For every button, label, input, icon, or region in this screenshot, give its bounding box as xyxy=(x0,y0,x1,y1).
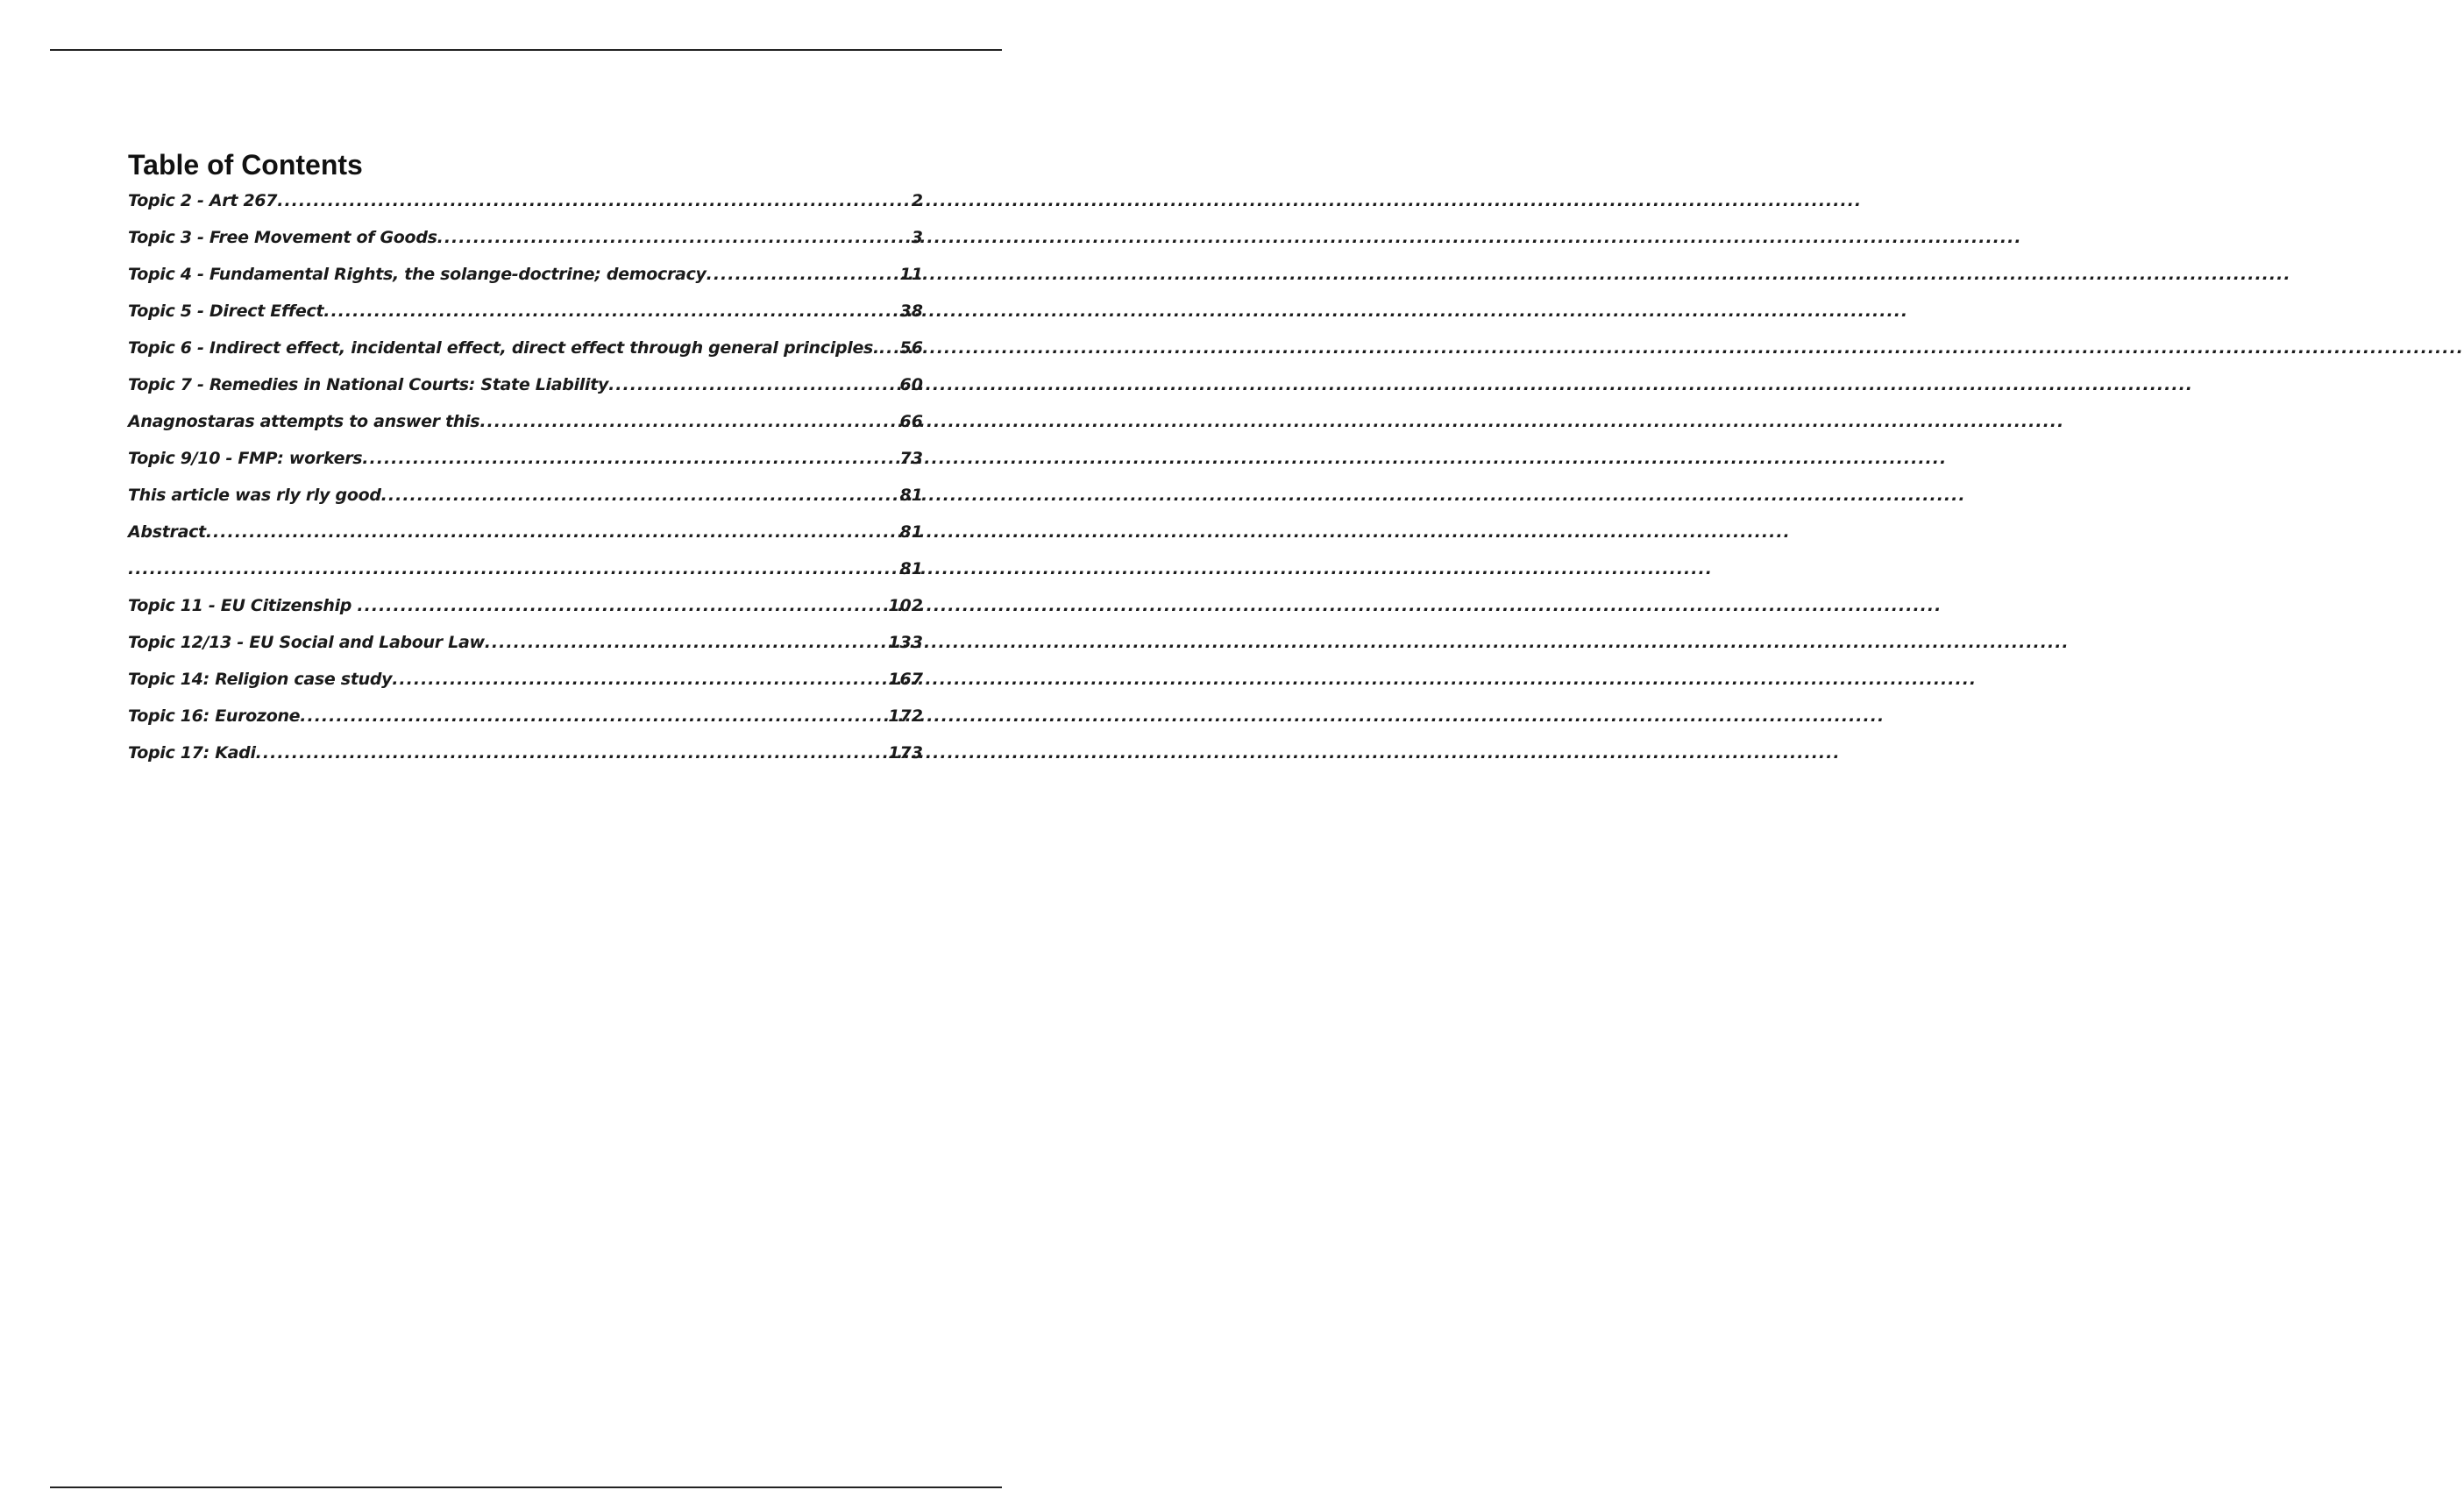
toc-entry-page: 2 xyxy=(911,191,923,210)
dot-leader xyxy=(323,300,899,323)
toc-entry-page: 133 xyxy=(888,633,923,652)
toc-entry[interactable] xyxy=(128,263,923,300)
toc-entry-title: This article was rly rly good xyxy=(128,486,381,505)
toc-entry-title: Topic 9/10 - FMP: workers xyxy=(128,449,363,468)
toc-entry[interactable] xyxy=(128,741,923,778)
toc-entry-page: 172 xyxy=(888,706,923,726)
toc-entry[interactable] xyxy=(128,521,923,557)
dot-leader xyxy=(206,521,900,543)
dot-leader xyxy=(256,741,889,764)
toc-entry-page: 81 xyxy=(899,559,923,578)
table-of-contents xyxy=(128,147,923,778)
dot-leader xyxy=(485,631,889,654)
toc-heading: Table of Contents xyxy=(128,149,363,181)
toc-entry[interactable] xyxy=(128,557,923,594)
toc-entry-title: Topic 2 - Art 267 xyxy=(128,191,278,210)
toc-entry-page: 3 xyxy=(911,228,923,247)
toc-entry[interactable] xyxy=(128,705,923,741)
toc-entry-title: Topic 16: Eurozone xyxy=(128,706,301,726)
toc-entry[interactable] xyxy=(128,594,923,631)
header-rule xyxy=(50,49,1002,51)
toc-entry[interactable] xyxy=(128,337,923,373)
dot-leader xyxy=(362,447,899,470)
toc-list xyxy=(128,189,923,778)
dot-leader xyxy=(479,410,899,433)
toc-entry-page: 167 xyxy=(888,670,923,689)
toc-entry[interactable] xyxy=(128,189,923,226)
footer-rule xyxy=(50,1486,1002,1488)
dot-leader xyxy=(879,337,900,359)
dot-leader xyxy=(128,557,900,580)
toc-entry[interactable] xyxy=(128,631,923,668)
toc-entry-page: 60 xyxy=(899,375,923,394)
toc-entry-title: Topic 17: Kadi xyxy=(128,743,256,763)
toc-entry-page: 173 xyxy=(888,743,923,763)
toc-entry[interactable] xyxy=(128,410,923,447)
toc-entry-title: Abstract xyxy=(128,522,206,542)
toc-entry-title: Topic 7 - Remedies in National Courts: State Liability xyxy=(128,375,609,394)
toc-entry-page: 38 xyxy=(899,302,923,321)
dot-leader xyxy=(300,705,888,727)
toc-entry-title: Topic 14: Religion case study xyxy=(128,670,393,689)
toc-entry-page: 102 xyxy=(888,596,923,615)
toc-entry-title: Topic 11 - EU Citizenship xyxy=(128,596,358,615)
toc-entry-page: 81 xyxy=(899,486,923,505)
toc-entry-title: Topic 3 - Free Movement of Goods xyxy=(128,228,437,247)
toc-entry[interactable] xyxy=(128,226,923,263)
toc-entry-title: Anagnostaras attempts to answer this xyxy=(128,412,480,431)
toc-entry-title: Topic 6 - Indirect effect, incidental effect, direct effect through general principles. xyxy=(128,338,879,358)
toc-entry-title: Topic 4 - Fundamental Rights, the solange-doctrine; democracy xyxy=(128,265,707,284)
toc-entry-page: 56 xyxy=(899,338,923,358)
toc-entry[interactable] xyxy=(128,447,923,484)
toc-entry[interactable] xyxy=(128,484,923,521)
toc-entry[interactable] xyxy=(128,300,923,337)
toc-entry[interactable] xyxy=(128,373,923,410)
dot-leader xyxy=(608,373,899,396)
dot-leader xyxy=(357,594,888,617)
toc-entry-page: 11 xyxy=(899,265,923,284)
toc-entry-title: Topic 5 - Direct Effect xyxy=(128,302,324,321)
dot-leader xyxy=(437,226,912,249)
dot-leader xyxy=(707,263,900,286)
toc-entry-title: Topic 12/13 - EU Social and Labour Law xyxy=(128,633,485,652)
dot-leader xyxy=(381,484,900,507)
toc-entry-page: 73 xyxy=(899,449,923,468)
toc-entry-page: 66 xyxy=(899,412,923,431)
toc-entry-page: 81 xyxy=(899,522,923,542)
toc-entry[interactable] xyxy=(128,668,923,705)
dot-leader xyxy=(392,668,888,691)
dot-leader xyxy=(277,189,912,212)
